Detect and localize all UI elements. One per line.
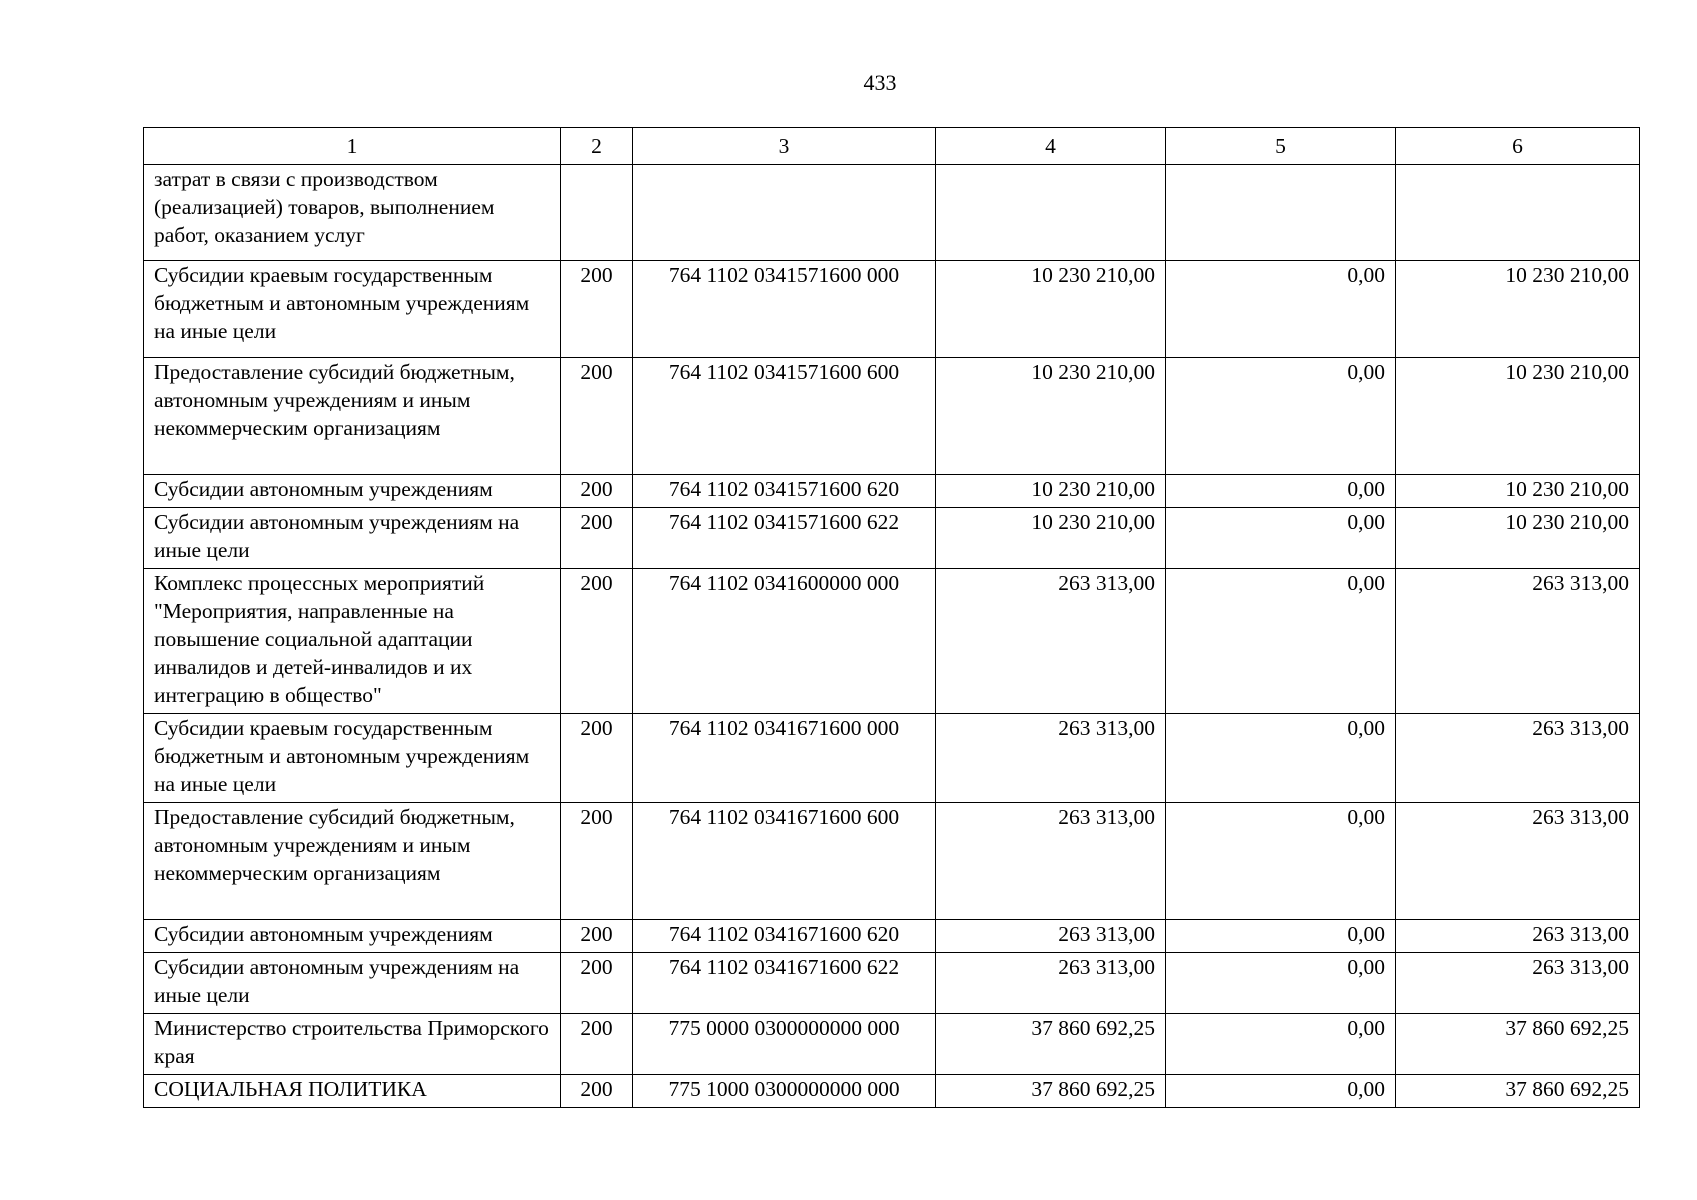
row-amount-col4: 37 860 692,25 bbox=[936, 1075, 1166, 1108]
row-amount-col6: 10 230 210,00 bbox=[1396, 508, 1640, 569]
table-row bbox=[144, 1014, 1640, 1075]
row-admin-code: 200 bbox=[561, 714, 633, 803]
row-amount-col5: 0,00 bbox=[1166, 1014, 1396, 1075]
row-name: затрат в связи с производством (реализацией) товаров, выполнением работ, оказанием услуг bbox=[144, 165, 561, 261]
row-name: Субсидии краевым государственным бюджетным и автономным учреждениям на иные цели bbox=[144, 261, 561, 358]
row-admin-code: 200 bbox=[561, 358, 633, 475]
row-name: Субсидии автономным учреждениям на иные цели bbox=[144, 508, 561, 569]
column-header: 6 bbox=[1396, 128, 1640, 165]
row-name: Министерство строительства Приморского края bbox=[144, 1014, 561, 1075]
row-amount-col4: 263 313,00 bbox=[936, 569, 1166, 714]
row-amount-col6: 263 313,00 bbox=[1396, 953, 1640, 1014]
row-amount-col4: 10 230 210,00 bbox=[936, 475, 1166, 508]
row-name: Субсидии автономным учреждениям bbox=[144, 475, 561, 508]
table-header-row bbox=[144, 128, 1640, 165]
budget-table bbox=[143, 127, 1640, 1108]
column-header: 2 bbox=[561, 128, 633, 165]
column-header: 3 bbox=[633, 128, 936, 165]
table-row bbox=[144, 953, 1640, 1014]
row-amount-col5: 0,00 bbox=[1166, 920, 1396, 953]
row-amount-col4 bbox=[936, 165, 1166, 261]
row-amount-col6: 263 313,00 bbox=[1396, 569, 1640, 714]
page-number: 433 bbox=[863, 70, 897, 95]
row-amount-col4: 10 230 210,00 bbox=[936, 261, 1166, 358]
row-amount-col4: 10 230 210,00 bbox=[936, 358, 1166, 475]
row-admin-code: 200 bbox=[561, 920, 633, 953]
row-name: Предоставление субсидий бюджетным, автономным учреждениям и иным некоммерческим организациям bbox=[144, 803, 561, 920]
row-admin-code: 200 bbox=[561, 803, 633, 920]
row-amount-col4: 263 313,00 bbox=[936, 714, 1166, 803]
row-amount-col5: 0,00 bbox=[1166, 261, 1396, 358]
row-amount-col6: 10 230 210,00 bbox=[1396, 475, 1640, 508]
row-amount-col6 bbox=[1396, 165, 1640, 261]
row-budget-code: 764 1102 0341571600 622 bbox=[633, 508, 936, 569]
row-admin-code bbox=[561, 165, 633, 261]
row-amount-col5: 0,00 bbox=[1166, 569, 1396, 714]
row-amount-col4: 263 313,00 bbox=[936, 953, 1166, 1014]
row-amount-col5: 0,00 bbox=[1166, 508, 1396, 569]
table-row bbox=[144, 261, 1640, 358]
column-header: 1 bbox=[144, 128, 561, 165]
row-name: Субсидии автономным учреждениям на иные цели bbox=[144, 953, 561, 1014]
row-amount-col5: 0,00 bbox=[1166, 1075, 1396, 1108]
row-budget-code: 764 1102 0341671600 620 bbox=[633, 920, 936, 953]
row-amount-col5: 0,00 bbox=[1166, 803, 1396, 920]
row-name: Комплекс процессных мероприятий "Мероприятия, направленные на повышение социальной адаптации инвалидов и детей-инвалидов и их интеграцию в общество" bbox=[144, 569, 561, 714]
row-amount-col4: 37 860 692,25 bbox=[936, 1014, 1166, 1075]
row-admin-code: 200 bbox=[561, 569, 633, 714]
row-amount-col6: 263 313,00 bbox=[1396, 920, 1640, 953]
row-name: Субсидии автономным учреждениям bbox=[144, 920, 561, 953]
row-budget-code: 764 1102 0341671600 622 bbox=[633, 953, 936, 1014]
row-budget-code bbox=[633, 165, 936, 261]
column-header: 5 bbox=[1166, 128, 1396, 165]
table-row bbox=[144, 165, 1640, 261]
row-budget-code: 764 1102 0341571600 600 bbox=[633, 358, 936, 475]
row-admin-code: 200 bbox=[561, 508, 633, 569]
table-row bbox=[144, 358, 1640, 475]
row-amount-col4: 263 313,00 bbox=[936, 920, 1166, 953]
row-budget-code: 775 1000 0300000000 000 bbox=[633, 1075, 936, 1108]
row-budget-code: 775 0000 0300000000 000 bbox=[633, 1014, 936, 1075]
row-amount-col4: 263 313,00 bbox=[936, 803, 1166, 920]
row-name: СОЦИАЛЬНАЯ ПОЛИТИКА bbox=[144, 1075, 561, 1108]
row-amount-col5 bbox=[1166, 165, 1396, 261]
row-budget-code: 764 1102 0341671600 600 bbox=[633, 803, 936, 920]
row-admin-code: 200 bbox=[561, 1075, 633, 1108]
row-amount-col5: 0,00 bbox=[1166, 953, 1396, 1014]
row-amount-col4: 10 230 210,00 bbox=[936, 508, 1166, 569]
row-admin-code: 200 bbox=[561, 1014, 633, 1075]
table-row bbox=[144, 475, 1640, 508]
table-row bbox=[144, 803, 1640, 920]
row-amount-col5: 0,00 bbox=[1166, 475, 1396, 508]
table-row bbox=[144, 569, 1640, 714]
row-amount-col6: 263 313,00 bbox=[1396, 714, 1640, 803]
row-amount-col6: 37 860 692,25 bbox=[1396, 1014, 1640, 1075]
column-header: 4 bbox=[936, 128, 1166, 165]
row-admin-code: 200 bbox=[561, 953, 633, 1014]
row-amount-col6: 37 860 692,25 bbox=[1396, 1075, 1640, 1108]
row-budget-code: 764 1102 0341571600 000 bbox=[633, 261, 936, 358]
row-admin-code: 200 bbox=[561, 261, 633, 358]
table-row bbox=[144, 714, 1640, 803]
row-amount-col6: 263 313,00 bbox=[1396, 803, 1640, 920]
table-row bbox=[144, 508, 1640, 569]
row-budget-code: 764 1102 0341671600 000 bbox=[633, 714, 936, 803]
row-amount-col6: 10 230 210,00 bbox=[1396, 358, 1640, 475]
row-admin-code: 200 bbox=[561, 475, 633, 508]
row-amount-col5: 0,00 bbox=[1166, 714, 1396, 803]
row-amount-col6: 10 230 210,00 bbox=[1396, 261, 1640, 358]
table-row bbox=[144, 920, 1640, 953]
table-row bbox=[144, 1075, 1640, 1108]
row-budget-code: 764 1102 0341600000 000 bbox=[633, 569, 936, 714]
row-name: Предоставление субсидий бюджетным, автономным учреждениям и иным некоммерческим организациям bbox=[144, 358, 561, 475]
row-budget-code: 764 1102 0341571600 620 bbox=[633, 475, 936, 508]
row-amount-col5: 0,00 bbox=[1166, 358, 1396, 475]
row-name: Субсидии краевым государственным бюджетным и автономным учреждениям на иные цели bbox=[144, 714, 561, 803]
